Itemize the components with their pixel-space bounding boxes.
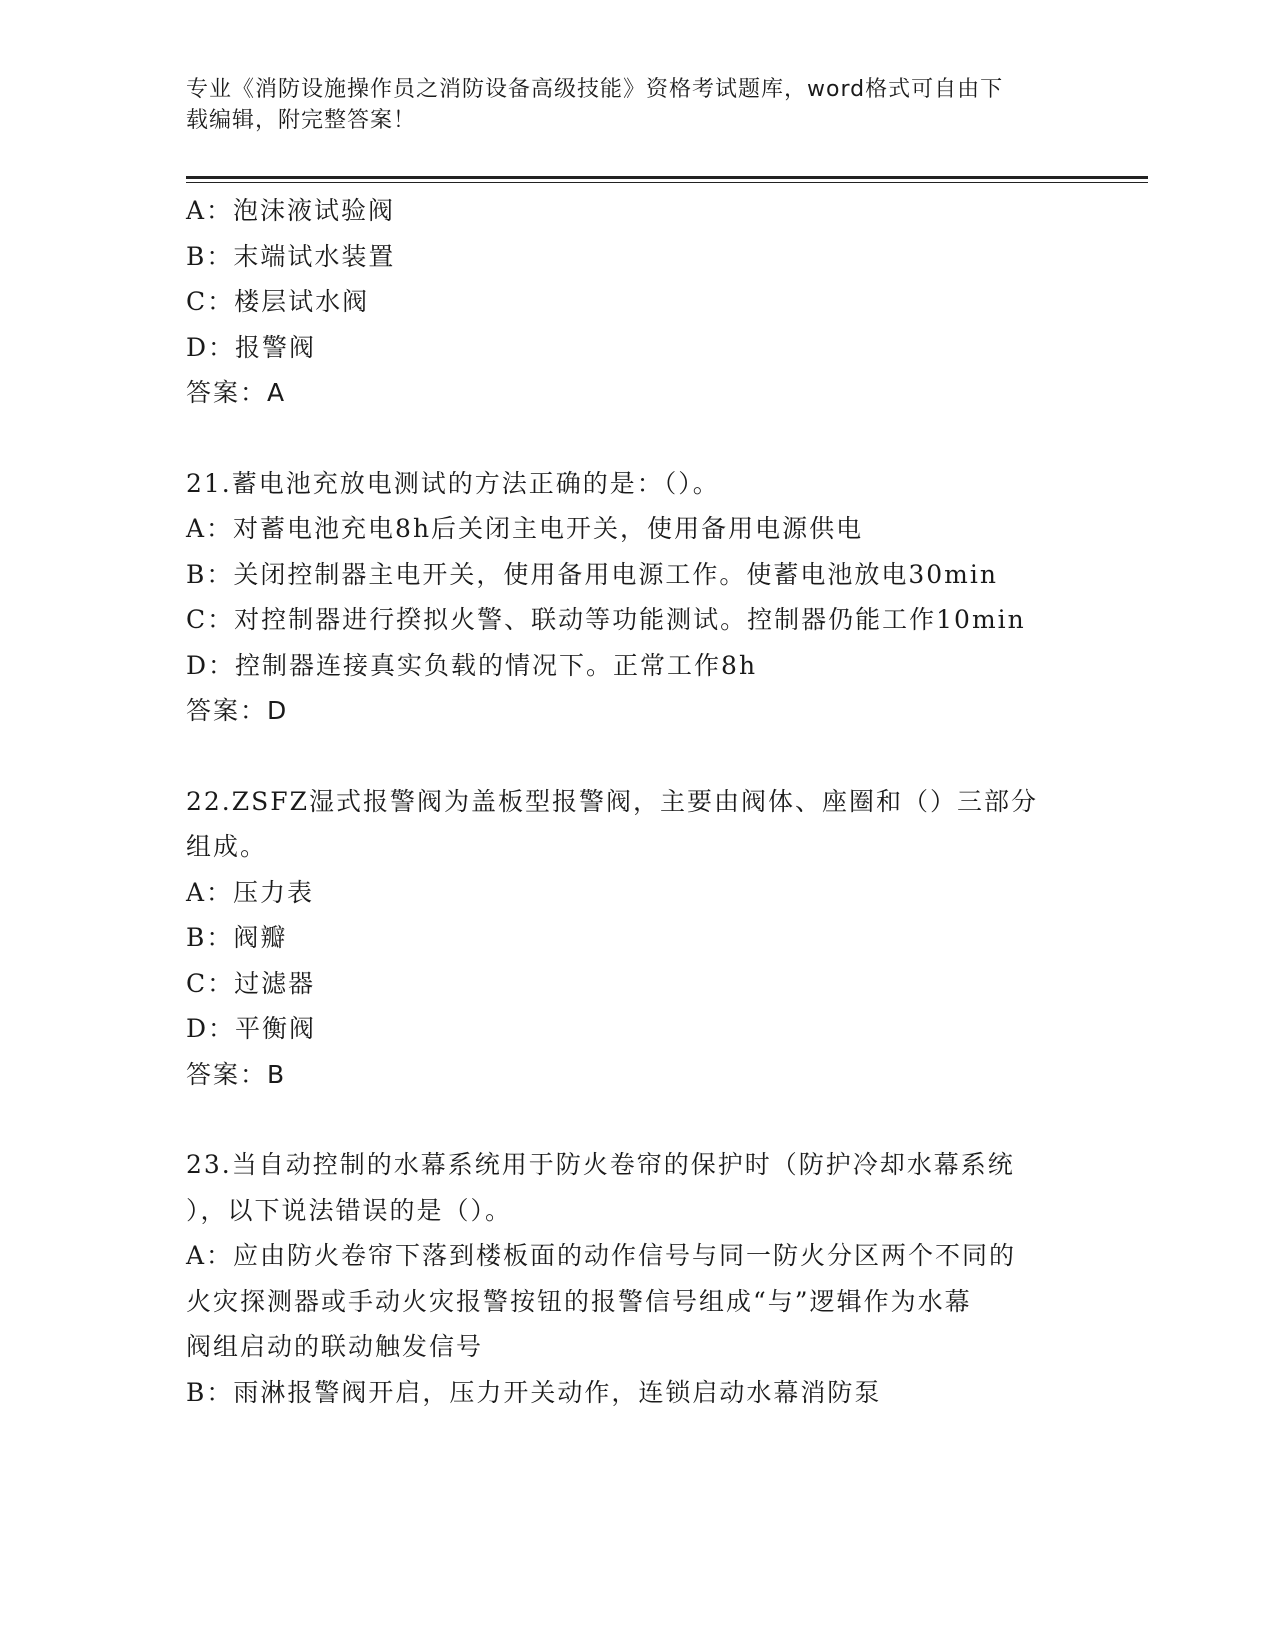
option-b: B：末端试水装置 — [186, 241, 396, 271]
option-a: A：对蓄电池充电8h后关闭主电开关，使用备用电源供电 — [186, 514, 864, 543]
option-a: A：压力表 — [186, 877, 315, 907]
question-22-stem: 22.ZSFZ湿式报警阀为盖板型报警阀，主要由阀体、座圈和（）三部分 — [186, 786, 1038, 816]
question-23-stem: 23.当自动控制的水幕系统用于防火卷帘的保护时（防护冷却水幕系统 — [186, 1150, 1015, 1179]
answer-line: 答案：B — [186, 1059, 287, 1089]
option-d: D：报警阀 — [186, 332, 317, 362]
option-b: B：阀瓣 — [186, 923, 288, 952]
option-b: B：关闭控制器主电开关，使用备用电源工作。使蓄电池放电30min — [186, 559, 998, 589]
question-content — [186, 188, 1106, 1415]
header-divider-thin — [186, 182, 1148, 183]
option-b: B：雨淋报警阀开启，压力开关动作，连锁启动水幕消防泵 — [186, 1377, 882, 1407]
option-c: C：对控制器进行揆拟火警、联动等功能测试。控制器仍能工作10min — [186, 605, 1026, 634]
option-c: C：过滤器 — [186, 968, 316, 998]
question-23-stem-cont: ），以下说法错误的是（）。 — [186, 1195, 513, 1225]
option-d: D：平衡阀 — [186, 1014, 317, 1043]
document-header — [186, 74, 1086, 136]
question-21-stem: 21.蓄电池充放电测试的方法正确的是：（）。 — [186, 468, 720, 498]
answer-line: 答案：A — [186, 378, 287, 407]
option-d: D：控制器连接真实负载的情况下。正常工作8h — [186, 650, 758, 680]
header-divider-thick — [186, 176, 1148, 179]
option-a: A：应由防火卷帘下落到楼板面的动作信号与同一防火分区两个不同的 — [186, 1241, 1017, 1270]
option-c: C：楼层试水阀 — [186, 287, 370, 316]
header-line-1: 专业《消防设施操作员之消防设备高级技能》资格考试题库，word格式可自由下 — [186, 77, 1004, 102]
option-a: A：泡沫液试验阀 — [186, 196, 396, 225]
question-22-stem-cont: 组成。 — [186, 832, 268, 861]
header-line-2: 载编辑，附完整答案！ — [186, 108, 417, 133]
answer-line: 答案：D — [186, 696, 289, 725]
option-a-cont: 阀组启动的联动触发信号 — [186, 1332, 484, 1361]
option-a-cont: 火灾探测器或手动火灾报警按钮的报警信号组成“与”逻辑作为水幕 — [186, 1286, 972, 1316]
